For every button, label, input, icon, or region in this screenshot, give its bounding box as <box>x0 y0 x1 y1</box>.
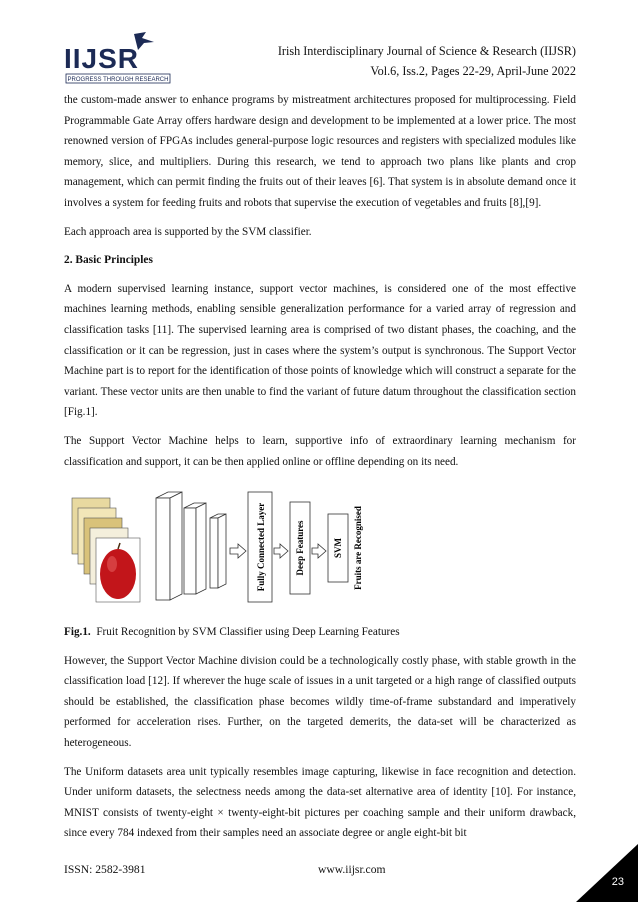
figure-caption <box>64 622 576 643</box>
section-heading: 2. Basic Principles <box>64 254 153 267</box>
page-header <box>0 0 638 92</box>
paragraph: A modern supervised learning instance, support vector machines, is considered one of the most effective machines learning methods, enabling sensible generalization performance for a varied array of regression and classification tasks [11]. The supervised learning area is comprised of two distant phases, the coaching, and the classification or it can be regression, just in cases where the system’s output is synchronous. The Support Vector Machine part is to report for the identification of those points of knowledge which will construct a separate for the variant. These vector units are then unable to find the variant of future datum throughout the classification section [Fig.1]. <box>64 282 576 419</box>
footer-issn: ISSN: 2582-3981 <box>64 863 146 876</box>
page-corner-triangle <box>576 844 638 902</box>
paragraph: However, the Support Vector Machine division could be a technologically costly phase, with stable growth in the classification load [12]. If wherever the huge scale of issues in a unit targeted or a high range of classified outputs should be established, the classification phase becomes wildly time-of-frame substandard and imperatively performed for acceleration rises. Further, on the targeted demerits, the data-set will be characterized as heterogeneous. <box>64 654 576 750</box>
flow-arrows <box>230 544 326 558</box>
fruits-recognised-label: Fruits are Recognised <box>353 506 363 591</box>
deep-features-label: Deep Features <box>295 520 305 576</box>
fruit-images-stack <box>72 498 140 602</box>
paragraph: the custom-made answer to enhance programs by mistreatment architectures proposed for multiprocessing. Field Programmable Gate Array offers hardware design and development to be implemented at a lower price. The most renowned version of FPGAs includes general-purpose logic resources and registers with specialized modules like memory, slice, and multipliers. During this research, we tend to approach two plans like plants and crop management, which can permit finding the fruits out of their leaves [6]. That system is in absolute demand once it involves a system for feeding fruits and robots that supervise the execution of vegetables and fruits [8],[9]. <box>64 94 576 209</box>
article-body <box>64 90 576 852</box>
paragraph: The Uniform datasets area unit typically resembles image capturing, likewise in face recognition and detection. Under uniform datasets, the selectness needs among the data-set alternative area of identity [10]. For instance, MNIST consists of twenty-eight × twenty-eight-bit pictures per coaching sample and their uniform drawback, since every 784 indexed from their samples need an associate degree or angle eight-bit bit <box>64 765 576 840</box>
logo-tagline: PROGRESS THROUGH RESEARCH <box>67 77 169 83</box>
footer-url[interactable]: www.iijsr.com <box>318 863 386 876</box>
figure-1 <box>64 488 576 608</box>
caption-label: Fig.1. <box>64 626 91 639</box>
page-number: 23 <box>611 876 624 888</box>
journal-logo <box>62 30 174 86</box>
journal-name: Irish Interdisciplinary Journal of Science & Research (IIJSR) <box>277 44 576 58</box>
paragraph: The Support Vector Machine helps to learn, supportive info of extraordinary learning mechanism for classification and support, it can be then applied online or offline depending on its need. <box>64 434 576 468</box>
svm-label: SVM <box>333 538 343 559</box>
svm-pipeline-diagram <box>64 488 576 608</box>
cnn-layers <box>156 492 226 600</box>
logo-text: IIJSR <box>64 43 140 74</box>
red-fruit-image <box>100 549 136 599</box>
fully-connected-layer-label: Fully Connected Layer <box>256 502 266 592</box>
paragraph: Each approach area is supported by the SVM classifier. <box>64 225 312 238</box>
caption-text: Fruit Recognition by SVM Classifier using Deep Learning Features <box>96 626 400 639</box>
journal-issue: Vol.6, Iss.2, Pages 22-29, April-June 2022 <box>370 64 576 78</box>
